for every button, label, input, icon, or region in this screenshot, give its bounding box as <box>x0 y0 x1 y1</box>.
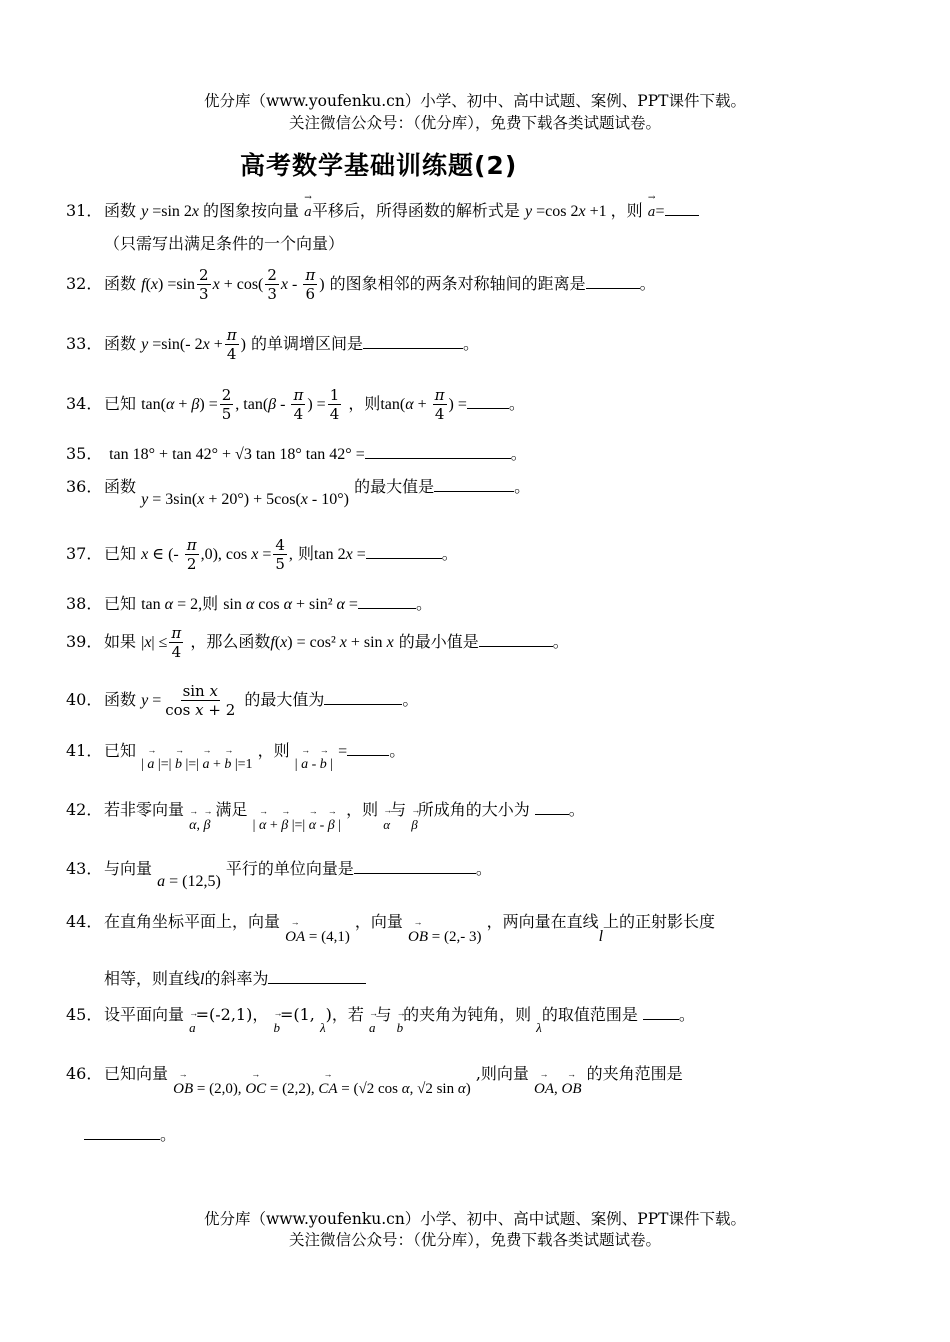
question-39: 39． 如果 |x| ≤ $\frac{\pi}{4}$ ，那么函数f(x) = cos² x + sin x 的最小值是 。 <box>66 624 569 661</box>
question-43: 43． 与向量 a = (12,5) 平行的单位向量是 。 <box>66 859 492 890</box>
footer-line-2: 关注微信公众号：（优分库），免费下载各类试题试卷。 <box>288 1231 661 1249</box>
question-33: 33． 函数 y =sin(- 2x + $\frac{\pi}{4}$ ) 的单调增区间是 。 <box>66 326 480 363</box>
question-42: 42． 若非零向量 → α, → β 满足 | → α + → β |=| → α - → β | ，则 → $_\alpha$与 → $_\beta$所成角的大小为 。 <box>66 797 585 820</box>
question-36: 36． 函数 y = 3sin(x + 20°) + 5cos(x - 10°) 的最大值是 。 <box>66 477 531 508</box>
question-31-note: （只需写出满足条件的一个向量） <box>104 234 345 253</box>
question-35: 35． tan 18° + tan 42° + √3 tan 18° tan 42° = 。 <box>66 444 527 463</box>
question-38: 38． 已知 tan α = 2,则 sin α cos α + sin² α = 。 <box>66 594 432 613</box>
header-line-1: 优分库（www.youfenku.cn）小学、初中、高中试题、案例、PPT课件下载。 <box>203 92 747 110</box>
question-44-line2: 相等，则直线l的斜率为 <box>104 966 366 989</box>
question-34: 34． 已知 tan(α + β) = $\frac{2}{5}$ , tan(β - $\frac{\pi}{4}$ ) = $\frac{1}{4}$ ，则tan(α + $\frac{\pi}{4}$ ) = 。 <box>66 386 525 423</box>
page-title: 高考数学基础训练题(2) <box>240 151 518 180</box>
question-32: 32． 函数 f(x) =sin $\frac{2}{3}$ x + cos( $\frac{2}{3}$ x - $\frac{\pi}{6}$ ) 的图象相邻的两条对称轴间的距离是 。 <box>66 266 656 303</box>
header-line-2: 关注微信公众号：（优分库），免费下载各类试题试卷。 <box>288 114 661 132</box>
question-31: 31． 函数 y =sin 2x 的图象按向量 → a平移后，所得函数的解析式是 y =cos 2x +1 ，则 → a= <box>66 198 699 221</box>
footer-line-1: 优分库（www.youfenku.cn）小学、初中、高中试题、案例、PPT课件下载。 <box>203 1210 747 1228</box>
question-44: 44． 在直角坐标平面上，向量 → OA = (4,1) ，向量 → OB = (2,- 3) ，两向量在直线l上的正射影长度 <box>66 909 715 932</box>
question-41: 41． 已知 | → a |=| → b |=| → a + → b |=1 ，则 | → a - → b | = 。 <box>66 738 405 761</box>
question-40: 40． 函数 y = $\frac{\text{sin x}}{\text{cos x + 2}}$ 的最大值为 。 <box>66 682 419 719</box>
question-46-line2: 。 <box>84 1122 176 1145</box>
question-45: 45． 设平面向量 → $_a$=(-2,1)， → $_b$=(1, $_\lambda$)，若 → $_a$与 → $_b$的夹角为钝角，则 $_\lambda$的取值范围是 。 <box>66 1002 695 1025</box>
question-37: 37． 已知 x ∈ (- $\frac{\pi}{2}$ ,0), cos x = $\frac{4}{5}$ , 则tan 2x = 。 <box>66 536 458 573</box>
question-46: 46． 已知向量 → OB = (2,0), → OC = (2,2), → CA = (√2 cos α, √2 sin α) ,则向量 → OA, → OB 的夹角范围是 <box>66 1061 683 1084</box>
